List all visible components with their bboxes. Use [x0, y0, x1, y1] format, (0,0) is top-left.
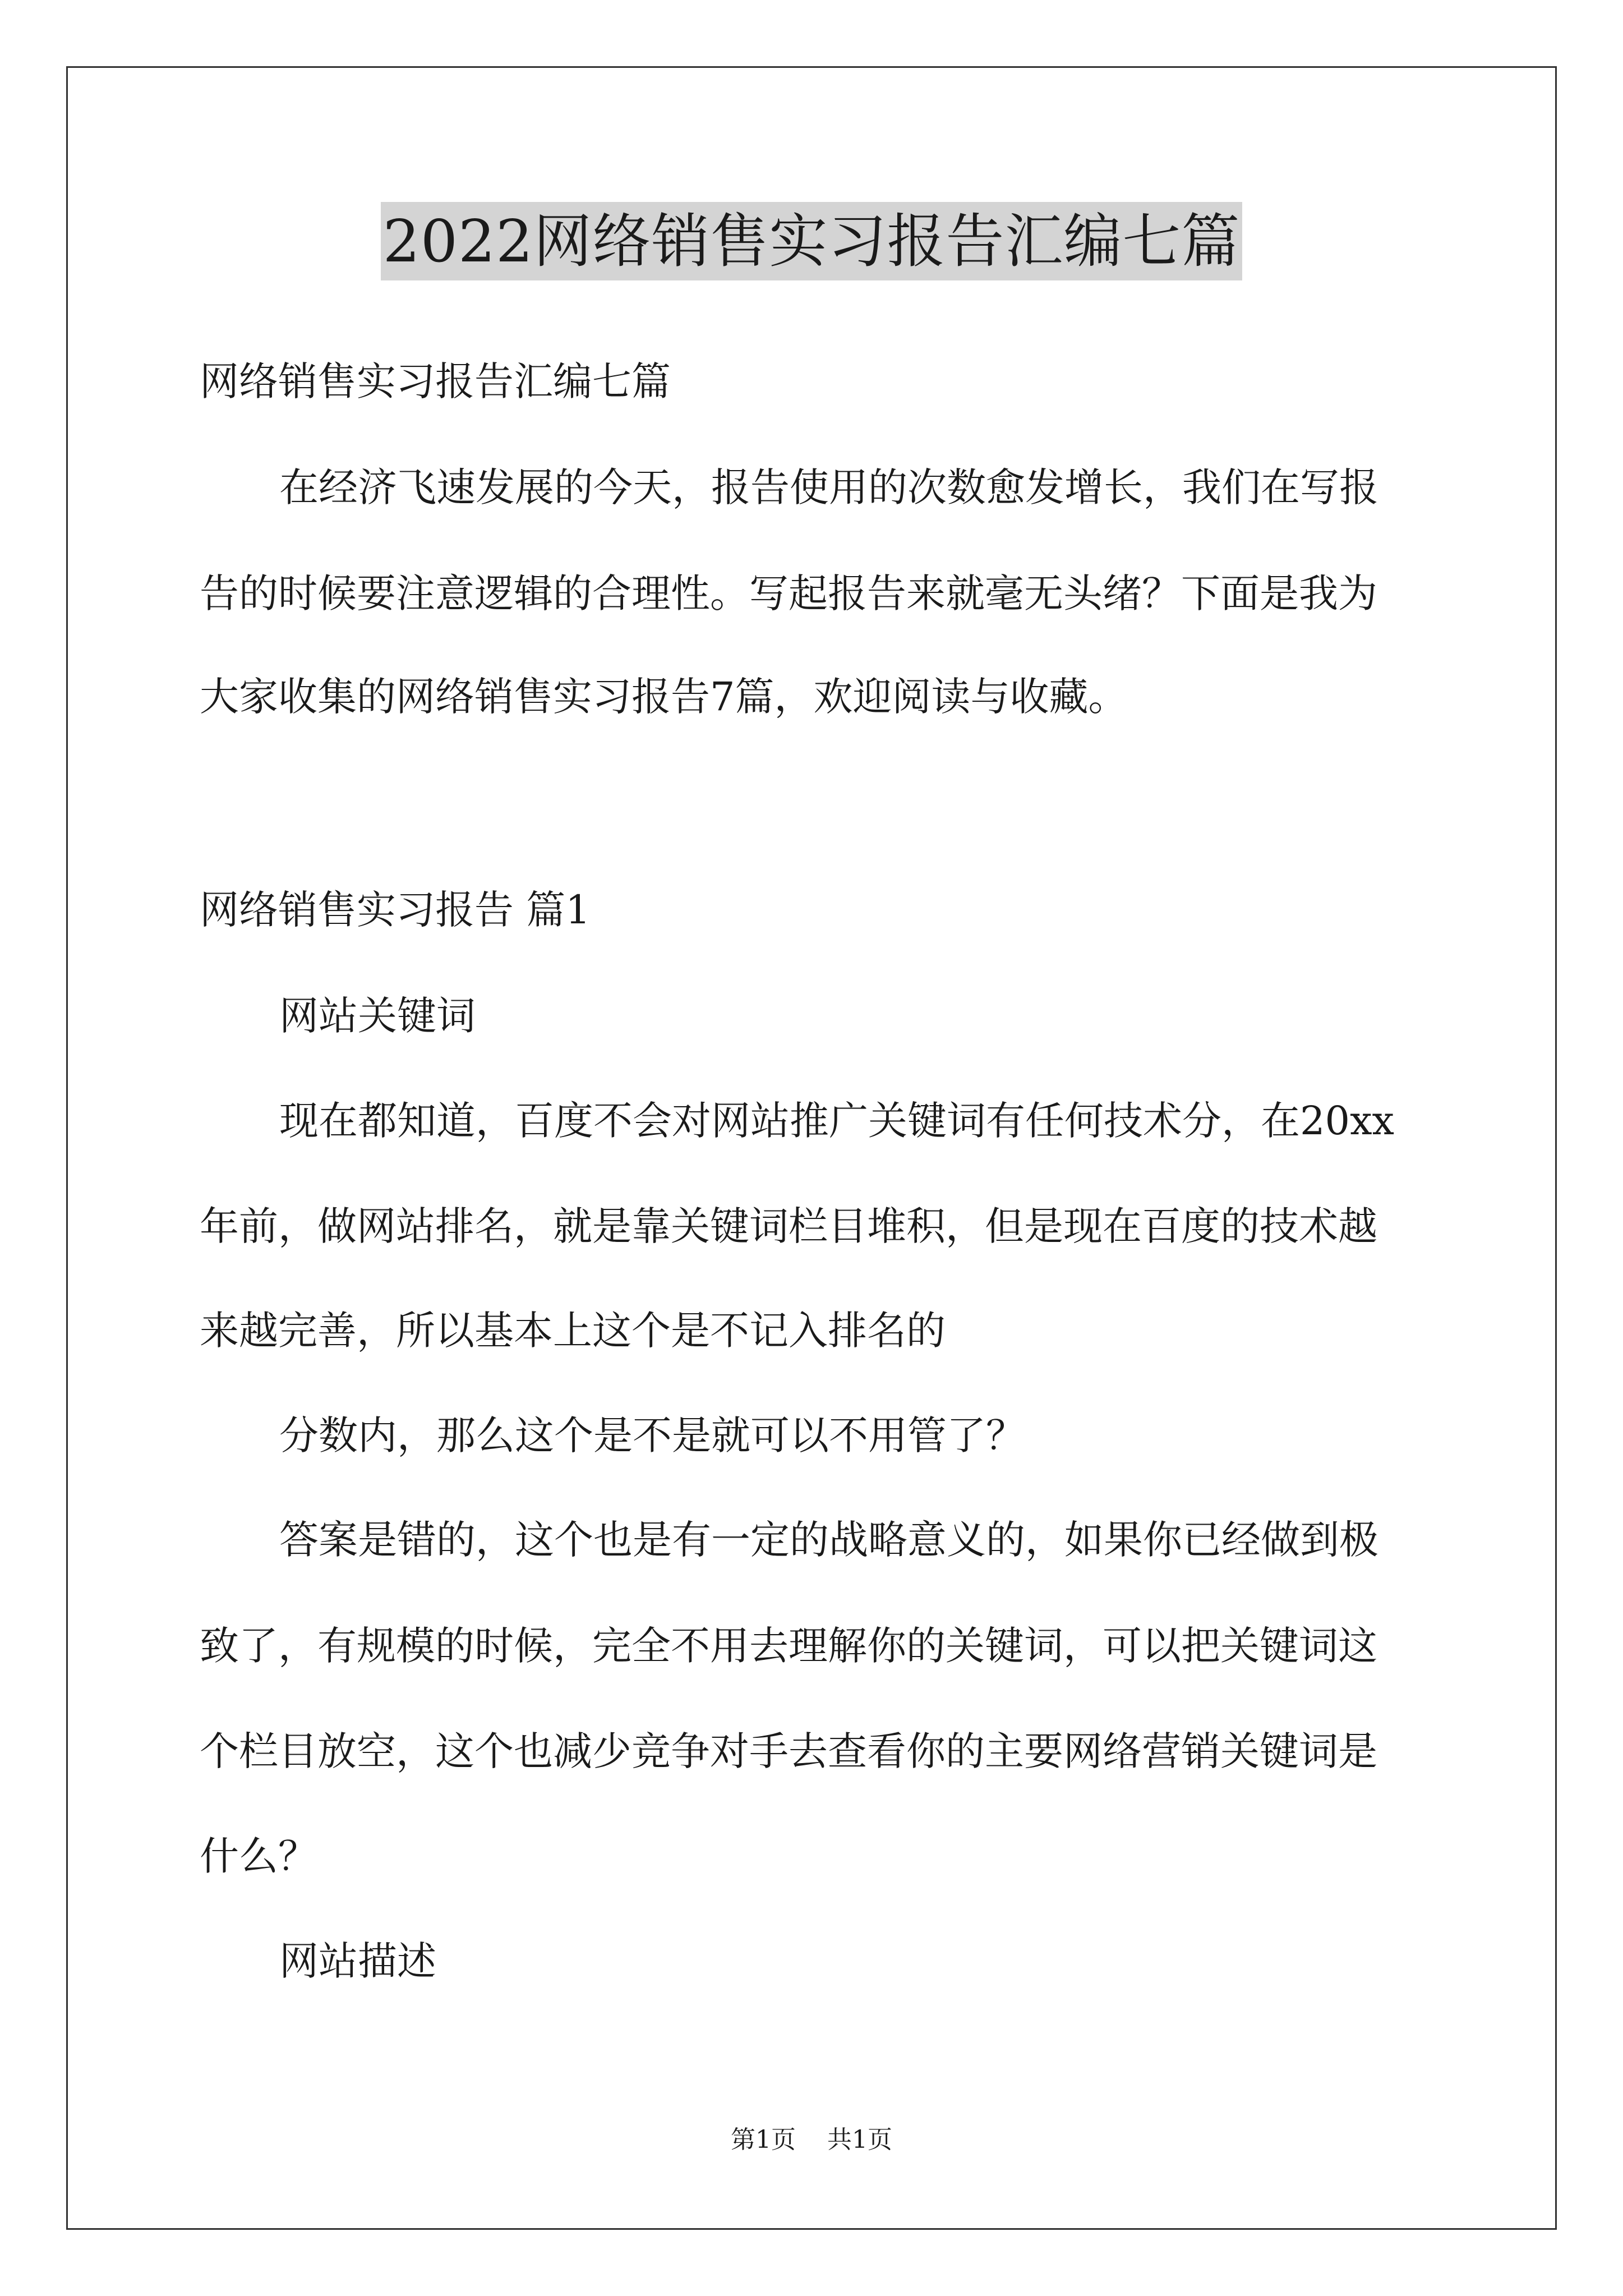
paragraph-line: 网站描述	[279, 1938, 436, 1984]
page-footer	[0, 2123, 1623, 2157]
paragraph-line: 个栏目放空，这个也减少竞争对手去查看你的主要网络营销关键词是	[200, 1728, 1377, 1774]
paragraph-line: 分数内，那么这个是不是就可以不用管了？	[279, 1412, 1025, 1458]
paragraph-line: 大家收集的网络销售实习报告7篇，欢迎阅读与收藏。	[200, 674, 1128, 720]
paragraph-line: 现在都知道，百度不会对网站推广关键词有任何技术分，在20xx	[279, 1098, 1395, 1144]
page-total: 共1页	[827, 2125, 892, 2154]
paragraph-line: 来越完善，所以基本上这个是不记入排名的	[200, 1308, 946, 1354]
section-heading: 网络销售实习报告 篇1	[200, 887, 591, 933]
paragraph-line: 告的时候要注意逻辑的合理性。写起报告来就毫无头绪？下面是我为	[200, 570, 1377, 616]
paragraph-line: 答案是错的，这个也是有一定的战略意义的，如果你已经做到极	[279, 1517, 1378, 1563]
paragraph-line: 年前，做网站排名，就是靠关键词栏目堆积，但是现在百度的技术越	[200, 1203, 1377, 1249]
title-container	[0, 202, 1623, 280]
paragraph-line: 致了，有规模的时候，完全不用去理解你的关键词，可以把关键词这	[200, 1623, 1377, 1669]
paragraph-line: 网站关键词	[279, 993, 476, 1039]
paragraph-line: 什么？	[200, 1833, 317, 1879]
page-number: 第1页	[731, 2125, 796, 2154]
document-title: 2022网络销售实习报告汇编七篇	[381, 202, 1243, 280]
subtitle-line: 网络销售实习报告汇编七篇	[200, 358, 671, 404]
paragraph-line: 在经济飞速发展的今天，报告使用的次数愈发增长，我们在写报	[279, 464, 1378, 510]
